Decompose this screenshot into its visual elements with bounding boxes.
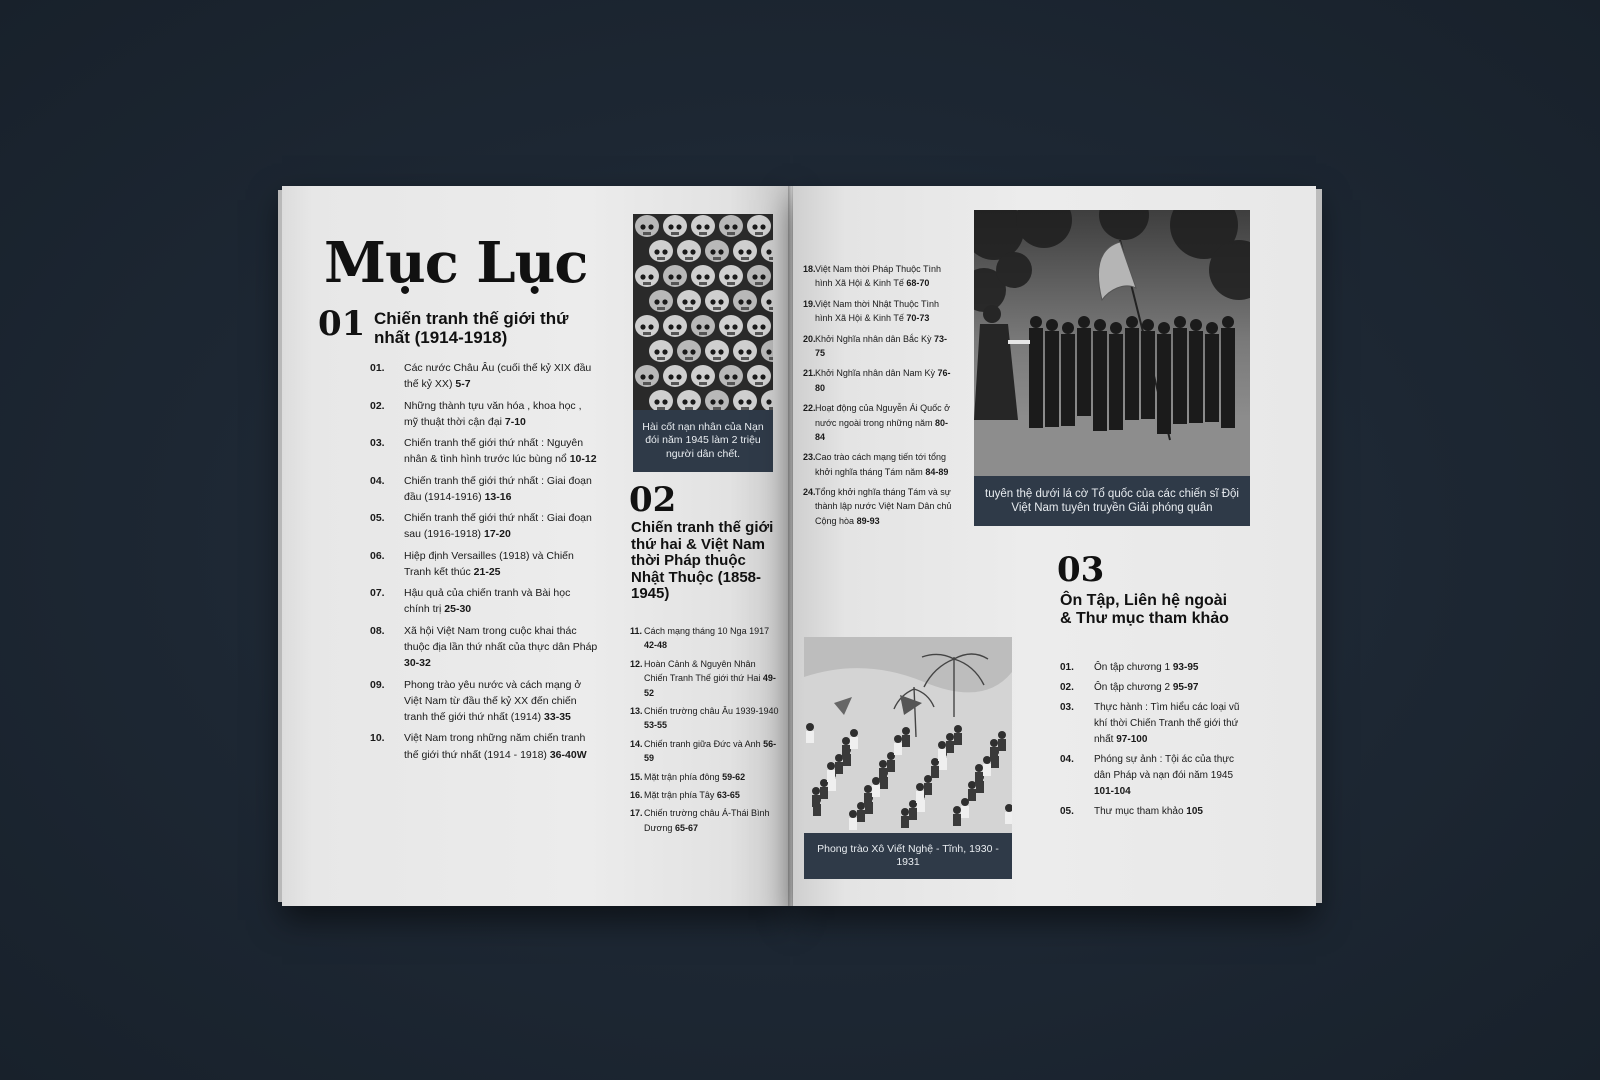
toc-item-title: Tổng khởi nghĩa tháng Tám và sự thành lập nước Việt Nam Dân chủ Cộng hòa: [815, 487, 952, 526]
toc-item[interactable]: [630, 657, 780, 700]
toc-item-number: 08.: [370, 624, 385, 637]
toc-item-pages: 80-84: [815, 417, 949, 442]
toc-item-pages: 42-48: [644, 640, 668, 651]
toc-item-number: 17.: [630, 808, 643, 819]
toc-item-number: 02.: [370, 399, 385, 412]
toc-item-title: Hoạt động của Nguyễn Ái Quốc ở nước ngoài trong những năm: [815, 403, 950, 428]
toc-item-title: Mặt trận phía Tây: [644, 789, 715, 800]
toc-item-number: 10.: [370, 732, 385, 745]
toc-item-pages: 105: [1186, 806, 1203, 817]
toc-item-pages: 30-32: [404, 657, 431, 670]
toc-item-title: Phóng sự ảnh : Tội ác của thực dân Pháp và nạn đói năm 1945: [1094, 754, 1234, 781]
toc-item-text: [404, 623, 598, 672]
toc-item[interactable]: [1060, 804, 1246, 820]
toc-item-pages: 63-65: [716, 789, 740, 800]
toc-item-pages: 95-97: [1172, 682, 1199, 693]
toc-item-pages: 84-89: [925, 466, 949, 477]
skulls-image: [633, 214, 773, 410]
toc-item-title: Thực hành : Tìm hiểu các loại vũ khí thời Chiến Tranh thế giới thứ nhất: [1094, 702, 1240, 745]
toc-item-number: 11.: [630, 626, 643, 636]
toc-item-text: [644, 704, 780, 733]
toc-item-text: [815, 366, 953, 395]
toc-item-pages: 68-70: [906, 278, 930, 289]
toc-item[interactable]: [803, 401, 953, 444]
toc-item-number: 07.: [370, 587, 385, 600]
toc-item-title: Hiệp định Versailles (1918) và Chiến Tranh kết thúc: [404, 549, 574, 578]
toc-item-title: Cách mạng tháng 10 Nga 1917: [644, 626, 770, 636]
toc-item[interactable]: [630, 737, 780, 766]
toc-item-number: 13.: [630, 705, 643, 716]
toc-item-title: Khởi Nghĩa nhân dân Bắc Kỳ: [815, 333, 932, 344]
toc-item[interactable]: [630, 770, 780, 784]
toc-item-title: Hoàn Cảnh & Nguyên Nhân Chiến Tranh Thế giới thứ Hai: [644, 658, 761, 684]
toc-item-text: [644, 770, 780, 784]
toc-item-number: 03.: [1060, 702, 1074, 713]
toc-item-title: Mặt trận phía đông: [644, 771, 720, 782]
toc-item-text: [1094, 752, 1246, 800]
section-2-continued-list: [803, 262, 953, 534]
toc-item-number: 01.: [1060, 662, 1074, 673]
toc-item[interactable]: [370, 548, 598, 581]
famine-photo-caption: Hài cốt nạn nhân của Nạn đói năm 1945 làm 2 triệu người dân chết.: [633, 410, 773, 472]
toc-item-pages: 89-93: [856, 515, 880, 526]
toc-item-pages: 93-95: [1172, 662, 1199, 673]
toc-item-title: Việt Nam thời Pháp Thuộc Tình hình Xã Hội & Kinh Tế: [815, 264, 941, 289]
toc-item-pages: 21-25: [473, 565, 501, 578]
toc-item[interactable]: [803, 262, 953, 291]
toc-item-pages: 10-12: [569, 453, 597, 466]
section-2-list: [630, 624, 780, 839]
toc-item-number: 18.: [803, 264, 816, 274]
toc-item-pages: 7-10: [504, 415, 526, 428]
section-2-number: 02: [629, 480, 677, 520]
toc-item-pages: 101-104: [1094, 786, 1131, 797]
toc-item-pages: 65-67: [674, 822, 698, 833]
toc-item-number: 20.: [803, 333, 816, 344]
toc-item[interactable]: [370, 677, 598, 726]
toc-item-text: [404, 398, 598, 431]
section-3-title: Ôn Tập, Liên hệ ngoài & Thư mục tham khảo: [1060, 592, 1229, 627]
toc-item-text: [404, 548, 598, 581]
toc-item-text: [815, 332, 953, 361]
toc-item-pages: 13-16: [484, 490, 512, 503]
toc-item-title: Hậu quả của chiến tranh và Bài học chính trị: [404, 587, 571, 616]
toc-item-pages: 97-100: [1116, 734, 1148, 745]
toc-item[interactable]: [803, 450, 953, 479]
toc-item-title: Chiến tranh thế giới thứ nhất : Giai đoạn sau (1916-1918): [404, 512, 592, 541]
toc-item[interactable]: [370, 730, 598, 763]
toc-item-title: Chiến trường châu Á-Thái Bình Dương: [644, 808, 770, 833]
toc-item[interactable]: [1060, 660, 1246, 676]
battle-painting-caption: Phong trào Xô Viết Nghệ - Tĩnh, 1930 - 1931: [804, 833, 1012, 879]
toc-item-pages: 17-20: [483, 528, 511, 541]
toc-item-text: [644, 624, 780, 653]
toc-item-title: Thư mục tham khảo: [1094, 806, 1184, 817]
toc-item[interactable]: [370, 360, 598, 393]
toc-item-text: [404, 360, 598, 393]
toc-item[interactable]: [370, 435, 598, 468]
toc-item-title: Chiến trường châu Âu 1939-1940: [644, 705, 779, 716]
toc-item[interactable]: [803, 366, 953, 395]
toc-item[interactable]: [630, 806, 780, 835]
toc-item-pages: 49-52: [644, 673, 776, 698]
toc-item-number: 09.: [370, 678, 385, 691]
toc-item[interactable]: [1060, 680, 1246, 696]
toc-item-number: 19.: [803, 298, 816, 309]
toc-item[interactable]: [370, 398, 598, 431]
toc-item-text: [1094, 700, 1246, 748]
toc-item-title: Khởi Nghĩa nhân dân Nam Kỳ: [815, 368, 935, 379]
toc-item[interactable]: [1060, 752, 1246, 800]
toc-item-number: 05.: [1060, 806, 1074, 817]
toc-item-pages: 5-7: [455, 378, 471, 391]
toc-item-pages: 25-30: [444, 603, 472, 616]
toc-item-pages: 59-62: [722, 771, 746, 782]
toc-item-title: Việt Nam thời Nhật Thuộc Tình hình Xã Hội & Kinh Tế: [815, 298, 939, 324]
toc-item-text: [644, 737, 780, 766]
toc-item[interactable]: [630, 788, 780, 802]
toc-item-number: 21.: [803, 368, 816, 379]
flag-oath-image: [974, 210, 1250, 476]
toc-item-text: [815, 401, 953, 444]
toc-item-title: Những thành tựu văn hóa , khoa học , mỹ thuật thời cận đại: [404, 399, 582, 428]
toc-item-pages: 73-75: [815, 333, 948, 358]
toc-item[interactable]: [370, 510, 598, 543]
toc-item-text: [404, 435, 598, 468]
toc-item-number: 24.: [803, 487, 816, 498]
soviet-movement-image: [804, 637, 1012, 833]
section-1-list: [370, 360, 598, 768]
section-2-title: Chiến tranh thế giới thứ hai & Việt Nam thời Pháp thuộc Nhật Thuộc (1858-1945): [631, 519, 774, 602]
open-book: [282, 186, 1316, 906]
toc-item[interactable]: [630, 624, 780, 653]
toc-item-title: Các nước Châu Âu (cuối thế kỷ XIX đầu thế kỷ XX): [404, 362, 592, 391]
toc-item-text: [644, 806, 780, 835]
toc-item-pages: 36-40W: [549, 748, 587, 761]
battle-painting: [804, 637, 1012, 833]
toc-item-title: Ôn tập chương 2: [1094, 682, 1171, 693]
toc-item-pages: 76-80: [815, 368, 951, 393]
toc-item-title: Chiến tranh thế giới thứ nhất : Giai đoạn đầu (1914-1916): [404, 474, 592, 503]
toc-item-text: [1094, 680, 1246, 696]
toc-item-number: 23.: [803, 452, 816, 463]
toc-item-title: Phong trào yêu nước và cách mạng ở Việt Nam từ đầu thế kỷ XX đến chiến tranh thế giới thứ nhất (1914): [404, 678, 582, 724]
toc-item-number: 01.: [370, 362, 385, 374]
toc-item-number: 02.: [1060, 682, 1074, 693]
toc-item[interactable]: [370, 585, 598, 618]
toc-item-number: 04.: [370, 474, 385, 487]
page-title: Mục Lục: [324, 230, 588, 296]
left-page: [282, 186, 790, 906]
toc-item-text: [815, 450, 953, 479]
toc-item-number: 04.: [1060, 754, 1074, 765]
toc-item-number: 16.: [630, 789, 643, 800]
toc-item[interactable]: [370, 623, 598, 672]
toc-item[interactable]: [370, 473, 598, 506]
toc-item-text: [815, 297, 953, 326]
toc-item-text: [404, 510, 598, 543]
toc-item-number: 22.: [803, 403, 816, 414]
toc-item-text: [815, 485, 953, 528]
toc-item-text: [404, 473, 598, 506]
toc-item-text: [644, 657, 780, 700]
toc-item-title: Chiến tranh giữa Đức và Anh: [644, 738, 761, 749]
toc-item-text: [404, 677, 598, 726]
toc-item-number: 15.: [630, 771, 643, 782]
toc-item-text: [644, 788, 780, 802]
toc-item[interactable]: [803, 332, 953, 361]
toc-item-number: 05.: [370, 512, 385, 525]
section-1-title: Chiến tranh thế giới thứ nhất (1914-1918): [374, 309, 569, 347]
toc-item[interactable]: [803, 297, 953, 326]
oath-photo-caption: tuyên thệ dưới lá cờ Tổ quốc của các chiến sĩ Đội Việt Nam tuyên truyền Giải phóng quân: [974, 476, 1250, 526]
toc-item-text: [815, 262, 953, 291]
toc-item[interactable]: [1060, 700, 1246, 748]
toc-item-text: [404, 730, 598, 763]
toc-item-title: Cao trào cách mạng tiến tới tổng khởi nghĩa tháng Tám năm: [815, 452, 946, 477]
section-3-number: 03: [1057, 550, 1105, 590]
toc-item[interactable]: [803, 485, 953, 528]
toc-item-pages: 53-55: [644, 720, 668, 731]
toc-item-number: 06.: [370, 549, 385, 562]
toc-item-title: Ôn tập chương 1: [1094, 662, 1171, 673]
right-page: [793, 186, 1316, 906]
toc-item-title: Việt Nam trong những năm chiến tranh thế giới thứ nhất (1914 - 1918): [404, 732, 586, 761]
section-3-list: [1060, 660, 1246, 824]
toc-item-pages: 70-73: [906, 313, 930, 324]
toc-item-title: Xã hội Việt Nam trong cuộc khai thác thuộc địa lần thứ nhất của thực dân Pháp: [404, 624, 598, 653]
toc-item-text: [1094, 660, 1246, 676]
toc-item-title: Chiến tranh thế giới thứ nhất : Nguyên nhân & tình hình trước lúc bùng nổ: [404, 437, 584, 466]
oath-photo: [974, 210, 1250, 476]
toc-item-number: 12.: [630, 658, 643, 669]
toc-item-pages: 33-35: [544, 711, 571, 724]
toc-item-text: [1094, 804, 1246, 820]
toc-item-pages: 56-59: [644, 738, 777, 764]
famine-photo: [633, 214, 773, 410]
toc-item-text: [404, 585, 598, 618]
section-1-number: 01: [318, 304, 366, 344]
toc-item-number: 14.: [630, 738, 643, 749]
toc-item[interactable]: [630, 704, 780, 733]
toc-item-number: 03.: [370, 437, 385, 450]
